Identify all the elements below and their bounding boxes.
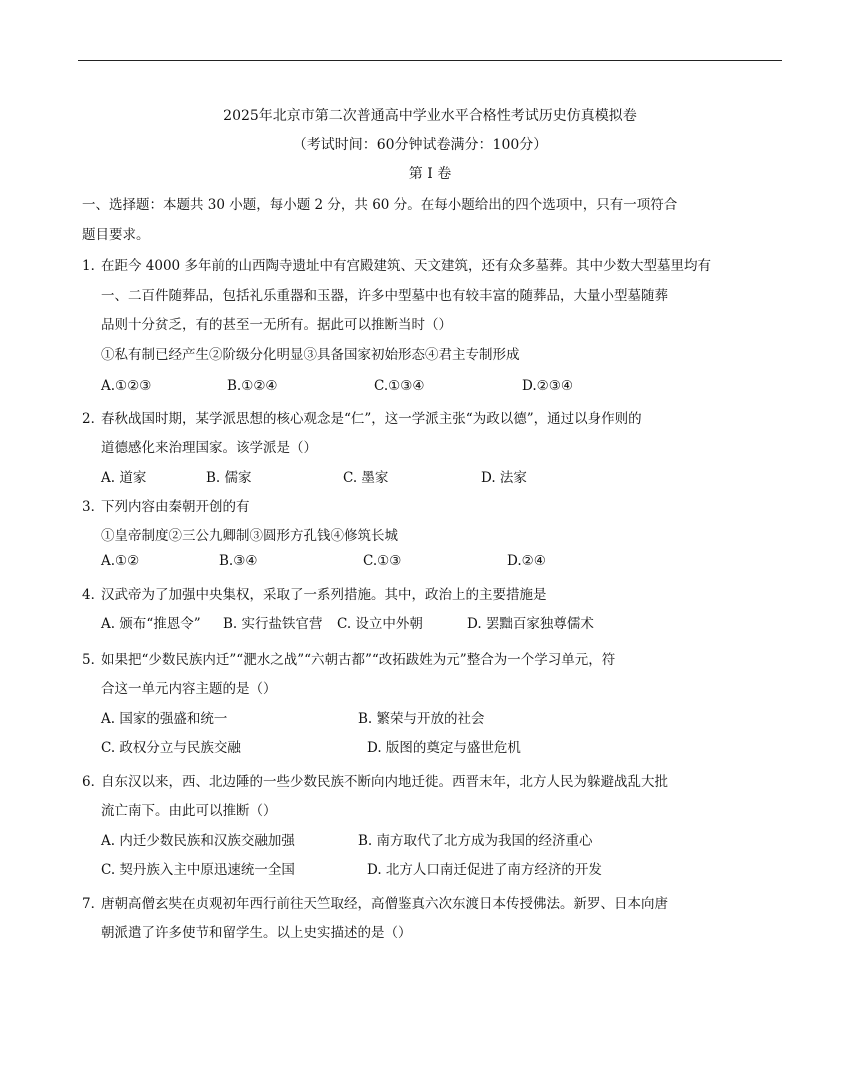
question-text: ①私有制已经产生②阶级分化明显③具备国家初始形态④君主专制形成 (101, 347, 520, 363)
option-b: B. 儒家 (206, 470, 252, 486)
question-text: 流亡南下。由此可以推断（） (101, 803, 277, 819)
question-text: 下列内容由秦朝开创的有 (101, 499, 250, 515)
option-d: D.②④ (507, 553, 546, 569)
question-text: ①皇帝制度②三公九卿制③圆形方孔钱④修筑长城 (101, 528, 398, 544)
option-c: C. 契丹族入主中原迅速统一全国 (101, 862, 295, 878)
question-text: 汉武帝为了加强中央集权，采取了一系列措施。其中，政治上的主要措施是 (101, 587, 547, 603)
exam-subtitle: （考试时间：60分钟试卷满分：100分） (292, 137, 548, 153)
question-number: 3． (82, 499, 105, 515)
option-d: D. 罢黜百家独尊儒术 (467, 616, 594, 632)
question-text: 如果把“少数民族内迁”“淝水之战”“六朝古都”“改拓跋姓为元”整合为一个学习单元，符 (101, 652, 616, 668)
option-d: D.②③④ (522, 378, 573, 394)
option-d: D. 北方人口南迁促进了南方经济的开发 (367, 862, 602, 878)
option-a: A.①② (101, 553, 140, 569)
question-number: 5． (82, 652, 105, 668)
section-instructions-line1: 一、选择题：本题共 30 小题，每小题 2 分，共 60 分。在每小题给出的四个选项中，只有一项符合 (82, 197, 678, 213)
question-text: 朝派遣了许多使节和留学生。以上史实描述的是（） (101, 925, 412, 941)
section-instructions-line2: 题目要求。 (82, 227, 150, 243)
header-rule (78, 60, 782, 61)
option-b: B. 南方取代了北方成为我国的经济重心 (358, 833, 593, 849)
option-c: C. 设立中外朝 (337, 616, 423, 632)
option-a: A. 内迁少数民族和汉族交融加强 (101, 833, 295, 849)
option-c: C.①③ (363, 553, 402, 569)
question-number: 2． (82, 411, 105, 427)
question-text: 道德感化来治理国家。该学派是（） (101, 440, 317, 456)
question-text: 自东汉以来，西、北边陲的一些少数民族不断向内地迁徙。西晋末年，北方人民为躲避战乱大批 (101, 774, 668, 790)
question-number: 6． (82, 774, 105, 790)
question-text: 品则十分贫乏，有的甚至一无所有。据此可以推断当时（） (101, 317, 452, 333)
exam-title: 2025年北京市第二次普通高中学业水平合格性考试历史仿真模拟卷 (223, 108, 637, 124)
option-d: D. 法家 (481, 470, 527, 486)
option-b: B. 实行盐铁官营 (223, 616, 323, 632)
question-text: 唐朝高僧玄奘在贞观初年西行前往天竺取经，高僧鉴真六次东渡日本传授佛法。新罗、日本向唐 (101, 896, 668, 912)
question-number: 7． (82, 896, 105, 912)
option-a: A.①②③ (101, 378, 152, 394)
question-number: 1． (82, 258, 105, 274)
option-c: C. 墨家 (343, 470, 389, 486)
question-text: 在距今 4000 多年前的山西陶寺遗址中有宫殿建筑、天文建筑，还有众多墓葬。其中少数大型墓里均有 (101, 258, 711, 274)
option-c: C. 政权分立与民族交融 (101, 740, 241, 756)
option-a: A. 道家 (101, 470, 147, 486)
question-number: 4． (82, 587, 105, 603)
option-b: B. 繁荣与开放的社会 (358, 711, 485, 727)
question-text: 合这一单元内容主题的是（） (101, 681, 277, 697)
question-text: 春秋战国时期，某学派思想的核心观念是“仁”，这一学派主张“为政以德”，通过以身作则的 (101, 411, 642, 427)
option-a: A. 颁布“推恩令” (101, 616, 201, 632)
question-text: 一、二百件随葬品，包括礼乐重器和玉器，许多中型墓中也有较丰富的随葬品，大量小型墓随葬 (101, 288, 668, 304)
volume-label: 第 I 卷 (408, 166, 452, 182)
option-a: A. 国家的强盛和统一 (101, 711, 228, 727)
option-c: C.①③④ (374, 378, 425, 394)
option-b: B.①②④ (227, 378, 278, 394)
option-d: D. 版图的奠定与盛世危机 (367, 740, 521, 756)
option-b: B.③④ (219, 553, 258, 569)
